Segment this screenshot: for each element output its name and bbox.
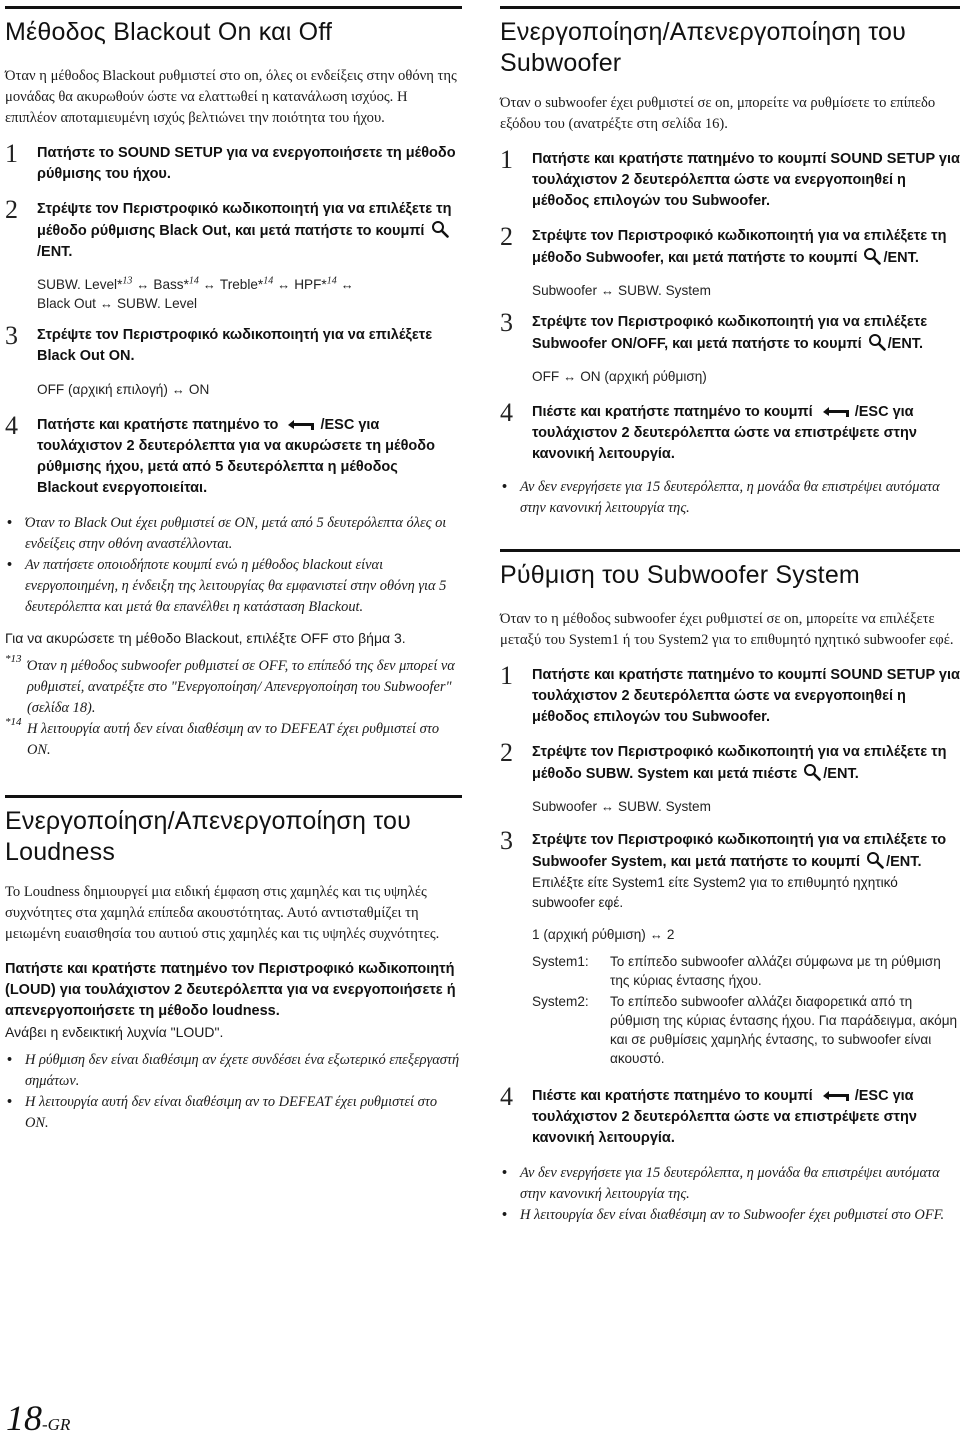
footnote-ref: 14 — [263, 275, 274, 287]
step-number: 3 — [5, 321, 18, 350]
seq-hpf: HPF* — [294, 277, 327, 292]
double-arrow-icon: ↔ — [202, 277, 216, 292]
loudness-notes — [5, 1050, 462, 1134]
step-number: 2 — [500, 738, 513, 767]
blackout-notes — [5, 513, 462, 618]
footnote-number: 14 — [10, 716, 22, 728]
note-item: • Αν δεν ενεργήσετε για 15 δευτερόλεπτα, η μονάδα θα επιστρέψει αυτόματα στην κανονική λειτουργία της. — [500, 477, 960, 519]
system-intro: Όταν το η μέθοδος subwoofer έχει ρυθμιστεί σε on, μπορείτε να επιλέξετε μεταξύ του System1 ή του System2 για το επιθυμητό ηχητικό subwoofer εφέ. — [500, 611, 954, 648]
double-arrow-icon: ↔ — [277, 277, 291, 292]
subwoofer-intro: Όταν ο subwoofer έχει ρυθμιστεί σε on, μπορείτε να ρυθμίσετε το επίπεδο εξόδου του (ανατρέξτε στη σελίδα 16). — [500, 95, 936, 132]
step-number: 1 — [500, 661, 513, 690]
step-text — [532, 830, 960, 873]
step-text-b: /ESC για τουλάχιστον 2 δευτερόλεπτα ώστε να επιστρέψετε στην κανονική λειτουργία. — [532, 404, 917, 462]
seq-subw-level-2: SUBW. Level — [116, 296, 198, 311]
right-column — [500, 0, 960, 1226]
seq-1: 1 (αρχική ρύθμιση) — [532, 927, 646, 942]
double-arrow-icon: ↔ — [601, 283, 614, 298]
step-text — [532, 226, 960, 269]
page-number — [6, 1398, 70, 1445]
step-text: Πατήστε και κρατήστε πατημένο το κουμπί SOUND SETUP για τουλάχιστον 2 δευτερόλεπτα ώστε να ενεργοποιηθεί η μέθοδος επιλογών του Subwoofer. — [532, 667, 960, 725]
search-icon — [866, 851, 884, 869]
seq-subwoofer: Subwoofer — [532, 799, 597, 814]
blackout-step-4 — [5, 411, 462, 499]
step-text-a: Πιέστε και κρατήστε πατημένο το κουμπί — [532, 404, 813, 420]
subwoofer-step-3 — [500, 308, 960, 386]
step-number: 3 — [500, 308, 513, 337]
blackout-step-1 — [5, 139, 462, 185]
subwoofer-step-1 — [500, 145, 960, 212]
step-number: 2 — [5, 195, 18, 224]
system-step-1 — [500, 661, 960, 728]
step-number: 2 — [500, 222, 513, 251]
double-arrow-icon: ↔ — [601, 799, 614, 814]
loudness-instruction: Πατήστε και κρατήστε πατημένο τον Περιστροφικό κωδικοποιητή (LOUD) για τουλάχιστον 2 δευτερόλεπτα για να ενεργοποιήσετε ή απενεργοποιήσετε τη μέθοδο loudness. — [5, 961, 456, 1019]
seq-2: 2 — [666, 927, 675, 942]
blackout-step-3 — [5, 321, 462, 399]
page-number-suffix: -GR — [42, 1415, 71, 1434]
double-arrow-icon: ↔ — [649, 927, 663, 942]
step-number: 1 — [5, 139, 18, 168]
seq-on: ON — [188, 382, 210, 397]
seq-treble: Treble* — [219, 277, 264, 292]
seq-subw-system: SUBW. System — [618, 283, 711, 298]
step-text-a: Πιέστε και κρατήστε πατημένο το κουμπί — [532, 1088, 813, 1104]
step-text-a: Πατήστε και κρατήστε πατημένο το — [37, 417, 279, 433]
step-text: Πατήστε και κρατήστε πατημένο το κουμπί SOUND SETUP για τουλάχιστον 2 δευτερόλεπτα ώστε να ενεργοποιηθεί η μέθοδος επιλογών του Subwoofer. — [532, 151, 960, 209]
subwoofer-step-2 — [500, 222, 960, 300]
section-heading-blackout: Μέθοδος Blackout On και Off — [5, 6, 462, 48]
footnote-13 — [5, 653, 462, 719]
blackout-cancel-note: Για να ακυρώσετε τη μέθοδο Blackout, επιλέξτε OFF στο βήμα 3. — [5, 630, 406, 646]
step-number: 4 — [500, 398, 513, 427]
back-arrow-icon — [284, 418, 318, 432]
system-choose-note: Επιλέξτε είτε System1 είτε System2 για το επιθυμητό ηχητικό subwoofer εφέ. — [532, 875, 898, 910]
definition-value: Το επίπεδο subwoofer αλλάζει διαφορετικά από τη ρύθμιση της κύριας έντασης ήχου. Για παράδειγμα, ακόμη και σε ρυθμίσεις χαμηλής έντασης, το subwoofer είναι ακουστό. — [610, 994, 958, 1066]
definition-key: System1: — [532, 954, 589, 969]
step-text — [37, 415, 462, 499]
step-text-b: /ESC για τουλάχιστον 2 δευτερόλεπτα για να ακυρώσετε τη μέθοδο ρύθμισης ήχου, μετά από 5 δευτερόλεπτα η μέθοδος Blackout ενεργοποιείται. — [37, 417, 435, 496]
step-text-b: /ENT. — [887, 336, 924, 352]
section-heading-subwoofer-system: Ρύθμιση του Subwoofer System — [500, 549, 960, 591]
note-item: • Αν πατήσετε οποιοδήποτε κουμπί ενώ η μέθοδος blackout είναι ενεργοποιημένη, η ένδειξη της λειτουργίας θα εμφανιστεί στην οθόνη για 5 δευτερόλεπτα και μετά θα επανέλθει η κατάσταση Blackout. — [5, 555, 462, 618]
footnote-mark: *14 — [5, 716, 22, 728]
step-text — [532, 402, 960, 465]
step-text-a: Στρέψτε τον Περιστροφικό κωδικοποιητή για να επιλέξετε τη μέθοδο SUBW. System και μετά πιέστε — [532, 744, 947, 782]
footnote-number: 13 — [10, 653, 22, 665]
footnote-text: Όταν η μέθοδος subwoofer ρυθμιστεί σε OFF, το επίπεδό της δεν μπορεί να ρυθμιστεί, ανατρέξτε στο "Ενεργοποίηση/ Απενεργοποίηση του Subwoofer" (σελίδα 18). — [27, 658, 455, 716]
footnote-mark: *13 — [5, 653, 22, 665]
step-number: 4 — [500, 1082, 513, 1111]
step-text-a: Στρέψτε τον Περιστροφικό κωδικοποιητή για να επιλέξετε Subwoofer ON/OFF, και μετά πατήστε το κουμπί — [532, 314, 928, 352]
search-icon — [431, 220, 449, 238]
back-arrow-icon — [819, 1089, 853, 1103]
system-step-3 — [500, 826, 960, 1068]
search-icon — [868, 333, 886, 351]
page-number-value: 18 — [6, 1398, 42, 1438]
step-number: 4 — [5, 411, 18, 440]
note-item: • Η ρύθμιση δεν είναι διαθέσιμη αν έχετε συνδέσει ένα εξωτερικό επεξεργαστή σημάτων. — [5, 1050, 462, 1092]
seq-subwoofer: Subwoofer — [532, 283, 597, 298]
step-text — [37, 199, 462, 263]
step-text-b: /ENT. — [37, 244, 73, 260]
loudness-intro: Το Loudness δημιουργεί μια ειδική έμφαση στις χαμηλές και τις υψηλές συχνότητες στα χαμηλά επίπεδα ακουστότητας. Αυτό αντισταθμίζει τη μειωμένη ευαισθησία του αυτιού στις χαμηλές και τις υψηλές συχνότητες. — [5, 884, 440, 942]
footnote-14 — [5, 716, 462, 761]
seq-on: ON (αρχική ρύθμιση) — [580, 369, 707, 384]
left-column — [5, 0, 462, 1134]
system-step-2 — [500, 738, 960, 816]
section-heading-subwoofer: Ενεργοποίηση/Απενεργοποίηση του Subwoofer — [500, 6, 960, 79]
blackout-intro: Όταν η μέθοδος Blackout ρυθμιστεί στο on, όλες οι ενδείξεις στην οθόνη της μονάδας θα ακυρωθούν ώστε να ελαττωθεί η κατανάλωση ισχύος. Η επιπλέον αποταμιευμένη ισχύς βελτιώνει την ποιότητα του ήχου. — [5, 68, 457, 126]
step-number: 1 — [500, 145, 513, 174]
double-arrow-icon: ↔ — [340, 277, 354, 292]
definition-value: Το επίπεδο subwoofer αλλάζει σύμφωνα με τη ρύθμιση της κύριας έντασης ήχου. — [610, 954, 941, 988]
system-sequence — [532, 797, 960, 816]
subwoofer-sequence — [532, 281, 960, 300]
step-text-a: Στρέψτε τον Περιστροφικό κωδικοποιητή για να επιλέξετε τη μέθοδο Subwoofer, και μετά πατήστε το κουμπί — [532, 228, 947, 266]
seq-off: OFF — [532, 369, 560, 384]
definition-system1 — [532, 952, 960, 990]
step-text-b: /ESC για τουλάχιστον 2 δευτερόλεπτα ώστε να επιστρέψετε στην κανονική λειτουργία. — [532, 1088, 917, 1146]
step-text-b: /ENT. — [883, 250, 919, 266]
system-step-4 — [500, 1082, 960, 1149]
seq-subw-system: SUBW. System — [618, 799, 711, 814]
double-arrow-icon: ↔ — [171, 382, 185, 397]
note-item: • Η λειτουργία αυτή δεν είναι διαθέσιμη αν το DEFEAT έχει ρυθμιστεί στο ON. — [5, 1092, 462, 1134]
subwoofer-on-off-sequence — [532, 367, 960, 386]
subwoofer-step-4 — [500, 398, 960, 465]
blackout-step-2 — [5, 195, 462, 313]
seq-bass: Bass* — [153, 277, 189, 292]
step-text: Πατήστε το SOUND SETUP για να ενεργοποιήσετε τη μέθοδο ρύθμισης του ήχου. — [37, 145, 456, 182]
seq-off: OFF (αρχική επιλογή) — [37, 382, 168, 397]
step-text: Στρέψτε τον Περιστροφικό κωδικοποιητή για να επιλέξετε Black Out ON. — [37, 327, 433, 364]
step-text — [532, 742, 960, 785]
step-text — [532, 312, 960, 355]
double-arrow-icon: ↔ — [136, 277, 150, 292]
footnote-ref: 14 — [326, 275, 337, 287]
system-value-sequence — [532, 925, 960, 944]
step-number: 3 — [500, 826, 513, 855]
definition-key: System2: — [532, 994, 589, 1009]
step-text-a: Στρέψτε τον Περιστροφικό κωδικοποιητή για να επιλέξετε τη μέθοδο ρύθμισης Black Out, και μετά πατήστε το κουμπί — [37, 201, 452, 239]
double-arrow-icon: ↔ — [563, 369, 577, 384]
footnote-ref: 14 — [188, 275, 199, 287]
note-item: • Αν δεν ενεργήσετε για 15 δευτερόλεπτα, η μονάδα θα επιστρέψει αυτόματα στην κανονική λειτουργία της. — [500, 1163, 960, 1205]
double-arrow-icon: ↔ — [99, 296, 113, 311]
subwoofer-notes — [500, 477, 960, 519]
seq-black-out: Black Out — [37, 296, 96, 311]
system-notes — [500, 1163, 960, 1226]
note-item: • Όταν το Black Out έχει ρυθμιστεί σε ON, μετά από 5 δευτερόλεπτα όλες οι ενδείξεις στην οθόνη αναστέλλονται. — [5, 513, 462, 555]
note-item: • Η λειτουργία δεν είναι διαθέσιμη αν το Subwoofer έχει ρυθμιστεί στο OFF. — [500, 1205, 960, 1226]
step-text-a: Στρέψτε τον Περιστροφικό κωδικοποιητή για να επιλέξετε το Subwoofer System, και μετά πατήστε το κουμπί — [532, 832, 947, 870]
step-text-b: /ENT. — [886, 854, 922, 870]
footnote-ref: 13 — [122, 275, 133, 287]
off-on-sequence — [37, 380, 462, 399]
search-icon — [803, 763, 821, 781]
seq-subw-level: SUBW. Level* — [37, 277, 123, 292]
definition-system2 — [532, 992, 960, 1068]
loudness-lamp-note: Ανάβει η ενδεικτική λυχνία "LOUD". — [5, 1024, 224, 1040]
search-icon — [863, 247, 881, 265]
step-text-b: /ENT. — [823, 766, 859, 782]
section-heading-loudness: Ενεργοποίηση/Απενεργοποίηση του Loudness — [5, 795, 462, 868]
footnote-text: Η λειτουργία αυτή δεν είναι διαθέσιμη αν το DEFEAT έχει ρυθμιστεί στο ON. — [27, 721, 440, 758]
back-arrow-icon — [819, 405, 853, 419]
step-text — [532, 1086, 960, 1149]
blackout-sequence — [37, 275, 462, 313]
